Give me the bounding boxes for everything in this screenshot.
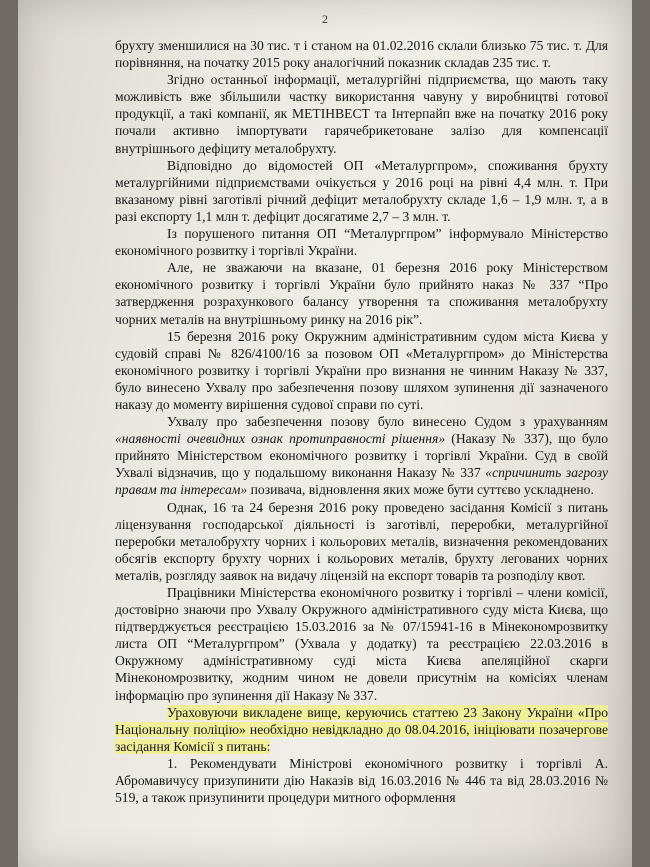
- paragraph-highlighted-request: [115, 704, 608, 755]
- document-page: [18, 0, 632, 867]
- paragraph-ministry-employees: Працівники Міністерства економічного розвитку і торгівлі – члени комісії, достовірно знаючи про Ухвалу Окружного адміністративного суду міста Києва, що підтверджується реєстрацією 15.03.2016 за № 07/15941-16 в Мінекономрозвитку листа ОП “Металургпром” (Ухвала у додатку) та реєстрацією 22.03.2016 в Окружному адміністративному суді міста Києва апеляційної скарги Мінекономрозвитку, жодним чином не довели присутнім на комісіях членам інформацію про зупинення дії Наказу № 337.: [115, 585, 608, 703]
- paragraph-consumption-forecast: Відповідно до відомостей ОП «Металургпром», споживання брухту металургійними підприємствами очікується у 2016 році на рівні 4,4 млн. т. При вказаному рівні заготівлі річний дефіцит металобрухту складе 1,6 – 1,9 млн. т, а в разі експорту 1,1 млн т. дефіцит досягатиме 2,7 – 3 млн. т.: [115, 157, 608, 224]
- highlighted-text: Ураховуючи викладене вище, керуючись статтею 23 Закону України «Про Національну поліцію» необхідно невідкладно до 08.04.2016, ініціювати позачергове засідання Комісії з питань:: [115, 704, 608, 754]
- quote-threat: «спричинить загрозу правам та інтересам»: [115, 465, 608, 498]
- quote-illegality: «наявності очевидних ознак протиправності рішення»: [115, 431, 446, 447]
- paragraph-metallurgy-info: Згідно останньої інформації, металургійні підприємства, що мають таку можливість вже збільшили частку використання чавуну у виробництві готової продукції, а такі компанії, як МЕТІНВЕСТ та Інтерпайп вже на початку 2016 року почали активно імпортувати гарячебрикетоване залізо для компенсації внутрішнього дефіциту металобрухту.: [115, 72, 608, 156]
- paragraph-court-reasoning: Ухвалу про забезпечення позову було винесено Судом з урахуванням «наявності очевидних ознак протиправності рішення» (Наказу № 337), що було прийнято Міністерством економічного розвитку і торгівлі України. Суд в своїй Ухвалі відзначив, що у подальшому виконання Наказу № 337 «спричинить загрозу правам та інтересам» позивача, відновлення яких може бути суттєво ускладнено.: [115, 414, 609, 498]
- paragraph-commission-meeting: Однак, 16 та 24 березня 2016 року проведено засідання Комісії з питань ліцензування господарської діяльності із заготівлі, переробки, металургійної переробки металобрухту чорних і кольорових металів, визначення рекомендованих обсягів експорту брухту чорних і кольорових металів, брухту легованих чорних металів, розгляду заявок на видачу ліцензій на експорт товарів та розподілу квот.: [115, 499, 608, 583]
- document-body: [115, 37, 608, 806]
- paragraph-court-ruling: 15 березня 2016 року Окружним адміністративним судом міста Києва у судовій справі № 826/4100/16 за позовом ОП «Металургпром» до Міністерства економічного розвитку і торгівлі України про визнання не чинним Наказу № 337, було винесено Ухвалу про забезпечення позову шляхом зупинення дії зазначеного наказу до моменту вирішення судової справи по суті.: [115, 328, 608, 412]
- paragraph-order-337: Але, не зважаючи на вказане, 01 березня 2016 року Міністерством економічного розвитку і торгівлі України було прийнято наказ № 337 “Про затвердження розрахункового балансу утворення та споживання металобрухту чорних металів на внутрішньому ринку на 2016 рік”.: [115, 260, 608, 327]
- paragraph-scrap-decrease: брухту зменшилися на 30 тис. т і станом на 01.02.2016 склали близько 75 тис. т. Для порівняння, на початку 2015 року аналогічний показник складав 235 тис. т.: [115, 38, 608, 71]
- paragraph-recommendation-1: 1. Рекомендувати Міністрові економічного розвитку і торгівлі А. Абромавичусу призупинити дію Наказів від 16.03.2016 № 446 та від 28.03.2016 № 519, а також призупинити процедури митного оформлення: [115, 755, 608, 806]
- page-number: 2: [322, 12, 328, 26]
- paragraph-ministry-informed: Із порушеного питання ОП “Металургпром” інформувало Міністерство економічного розвитку і торгівлі України.: [115, 226, 608, 259]
